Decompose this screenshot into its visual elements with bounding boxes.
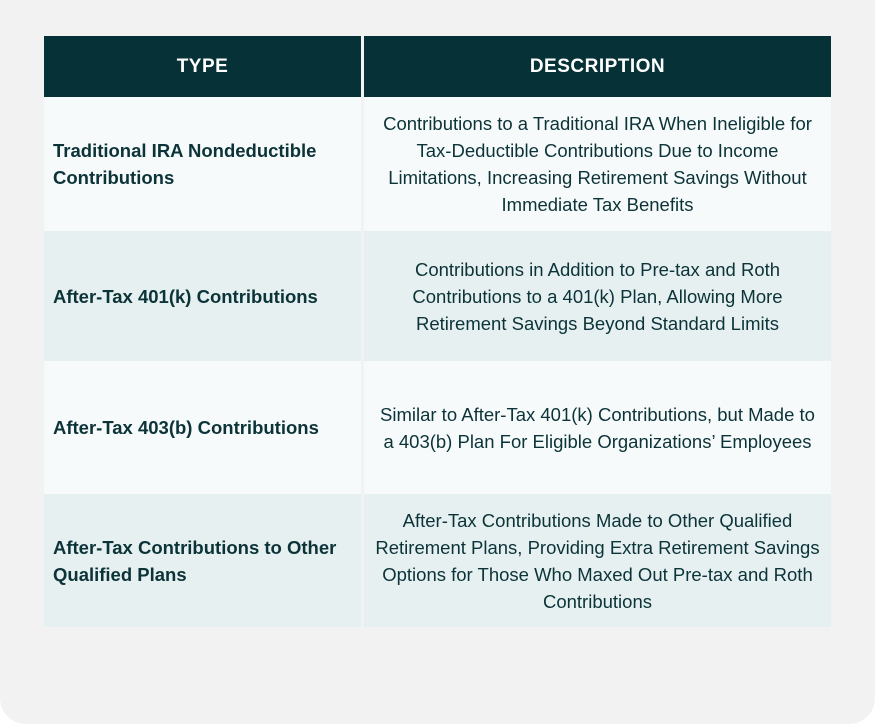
description-cell: After-Tax Contributions Made to Other Qualified Retirement Plans, Providing Extra Retirement Savings Options for Those Who Maxed Out Pre-tax and Roth Contributions xyxy=(364,494,831,627)
description-cell: Contributions in Addition to Pre-tax and Roth Contributions to a 401(k) Plan, Allowing More Retirement Savings Beyond Standard Limits xyxy=(364,231,831,361)
header-description: DESCRIPTION xyxy=(364,36,831,97)
table-row xyxy=(44,231,831,361)
type-cell: After-Tax 403(b) Contributions xyxy=(44,361,364,494)
description-cell: Similar to After-Tax 401(k) Contributions, but Made to a 403(b) Plan For Eligible Organizations’ Employees xyxy=(364,361,831,494)
contribution-types-table xyxy=(44,36,831,627)
description-cell: Contributions to a Traditional IRA When Ineligible for Tax-Deductible Contributions Due to Income Limitations, Increasing Retirement Savings Without Immediate Tax Benefits xyxy=(364,97,831,231)
header-type: TYPE xyxy=(44,36,364,97)
table-row xyxy=(44,361,831,494)
type-cell: Traditional IRA Nondeductible Contributions xyxy=(44,97,364,231)
table-row xyxy=(44,494,831,627)
type-cell: After-Tax Contributions to Other Qualified Plans xyxy=(44,494,364,627)
type-cell: After-Tax 401(k) Contributions xyxy=(44,231,364,361)
table-header-row xyxy=(44,36,831,97)
table-row xyxy=(44,97,831,231)
